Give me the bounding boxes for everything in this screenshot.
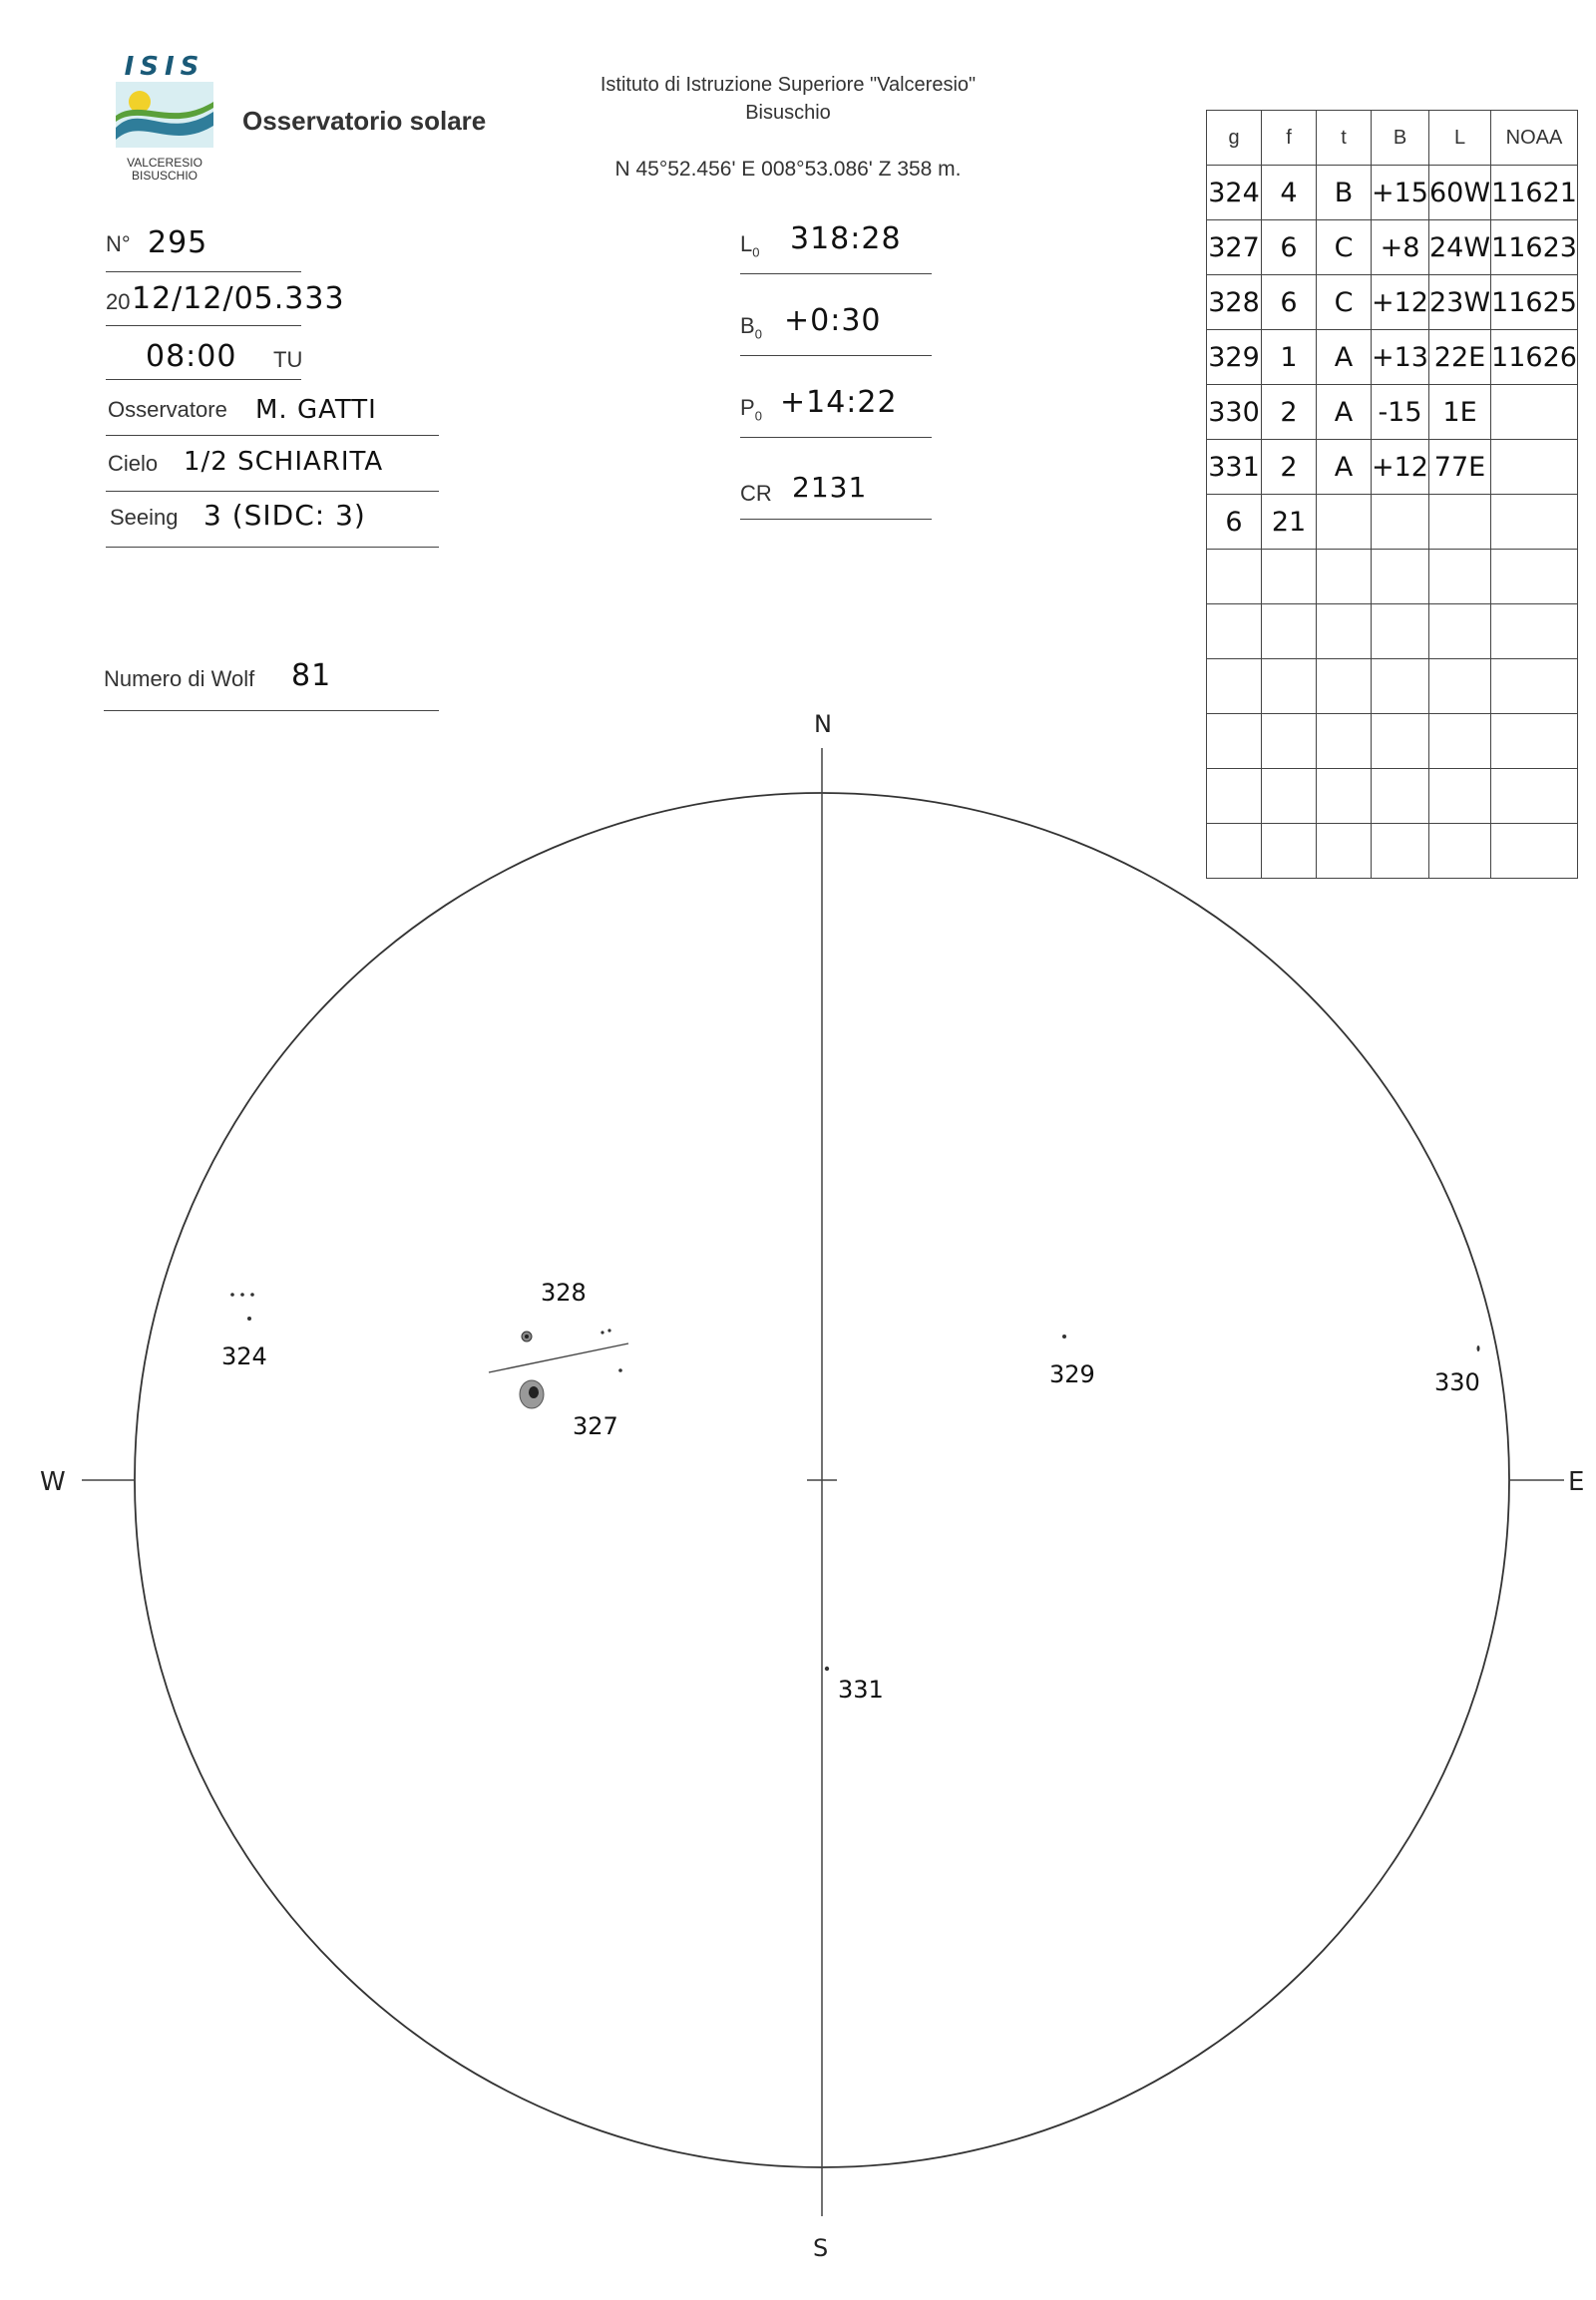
sunspot: [607, 1329, 610, 1332]
group-label-331: 331: [838, 1676, 884, 1704]
table-cell: 6: [1262, 275, 1317, 330]
p0-label: $P_0$: [740, 395, 762, 424]
l0-value: 318:28: [790, 221, 902, 256]
logo-text: ISIS: [124, 52, 205, 82]
table-cell: +8: [1372, 220, 1429, 275]
group-label-327: 327: [573, 1412, 618, 1440]
table-cell: 6: [1262, 220, 1317, 275]
table-cell: 327: [1207, 220, 1262, 275]
group-separator-line: [489, 1343, 628, 1372]
table-cell: A: [1317, 385, 1372, 440]
time-value: 08:00: [146, 339, 237, 374]
east-label: E: [1568, 1467, 1585, 1497]
sunspot: [230, 1293, 234, 1297]
table-cell: 330: [1207, 385, 1262, 440]
b0-label: $B_0$: [740, 313, 762, 342]
observatory-coordinates: N 45°52.456' E 008°53.086' Z 358 m.: [614, 158, 962, 181]
table-cell: +15: [1372, 166, 1429, 220]
sunspot: [250, 1293, 254, 1297]
table-cell: +13: [1372, 330, 1429, 385]
table-cell: 2: [1262, 385, 1317, 440]
south-label: S: [813, 2234, 829, 2262]
table-cell: +12: [1372, 440, 1429, 495]
north-label: N: [814, 710, 832, 738]
table-header-cell: L: [1428, 111, 1490, 166]
carrington-rotation-label: CR: [740, 481, 772, 506]
table-cell: C: [1317, 275, 1372, 330]
table-cell: 77E: [1428, 440, 1490, 495]
observatory-title: Osservatorio solare: [242, 106, 487, 136]
table-cell: -15: [1372, 385, 1429, 440]
table-cell: 21: [1262, 495, 1317, 550]
seeing-value: 3 (SIDC: 3): [203, 499, 366, 532]
sunspot: [600, 1331, 603, 1334]
wolf-number-label: Numero di Wolf: [104, 666, 255, 691]
table-cell: A: [1317, 440, 1372, 495]
p0-value: +14:22: [780, 385, 898, 420]
sky-label: Cielo: [108, 451, 159, 476]
table-cell: 331: [1207, 440, 1262, 495]
table-cell: 2: [1262, 440, 1317, 495]
table-cell: B: [1317, 166, 1372, 220]
table-cell: 22E: [1428, 330, 1490, 385]
table-header-cell: t: [1317, 111, 1372, 166]
group-label-329: 329: [1049, 1360, 1095, 1388]
west-label: W: [40, 1467, 66, 1497]
logo-caption-1: VALCERESIO: [127, 156, 202, 170]
observer-label: Osservatore: [108, 397, 227, 422]
table-cell: 1E: [1428, 385, 1490, 440]
school-town: Bisuschio: [745, 102, 831, 124]
table-cell: 11623: [1491, 220, 1578, 275]
table-cell: 4: [1262, 166, 1317, 220]
table-cell: 328: [1207, 275, 1262, 330]
time-unit: TU: [273, 347, 303, 372]
sunspot: [825, 1667, 829, 1671]
table-cell: 6: [1207, 495, 1262, 550]
date-prefix: 20: [106, 289, 131, 314]
table-cell: 24W: [1428, 220, 1490, 275]
table-cell: A: [1317, 330, 1372, 385]
table-header-cell: B: [1372, 111, 1429, 166]
school-name: Istituto di Istruzione Superiore "Valceresio": [599, 74, 977, 96]
table-cell: 11621: [1491, 166, 1578, 220]
observation-number-label: N°: [106, 231, 131, 256]
table-cell: 329: [1207, 330, 1262, 385]
l0-label: $L_0$: [740, 231, 760, 260]
carrington-rotation-value: 2131: [792, 471, 868, 504]
sunspot: [525, 1335, 529, 1339]
b0-value: +0:30: [784, 303, 882, 338]
table-header-cell: g: [1207, 111, 1262, 166]
table-cell: 1: [1262, 330, 1317, 385]
sky-value: 1/2 SCHIARITA: [184, 447, 384, 477]
table-cell: C: [1317, 220, 1372, 275]
observer-value: M. GATTI: [255, 395, 377, 425]
table-cell: 23W: [1428, 275, 1490, 330]
group-label-328: 328: [541, 1279, 587, 1307]
wolf-number-value: 81: [291, 658, 332, 693]
table-cell: +12: [1372, 275, 1429, 330]
group-label-330: 330: [1434, 1368, 1480, 1396]
logo-caption-2: BISUSCHIO: [131, 169, 198, 183]
date-value: 12/12/05.333: [132, 281, 345, 316]
sunspot: [1062, 1335, 1066, 1339]
table-header-cell: f: [1262, 111, 1317, 166]
observation-number-value: 295: [148, 225, 208, 260]
table-cell: 11626: [1491, 330, 1578, 385]
seeing-label: Seeing: [110, 505, 179, 530]
table-cell: 11625: [1491, 275, 1578, 330]
sunspot: [1477, 1345, 1480, 1351]
group-label-324: 324: [221, 1342, 267, 1370]
table-cell: 60W: [1428, 166, 1490, 220]
sunspot: [618, 1368, 622, 1372]
table-header-cell: NOAA: [1491, 111, 1578, 166]
sunspot: [529, 1386, 539, 1398]
sunspot: [247, 1317, 251, 1321]
sunspot: [240, 1293, 244, 1297]
table-cell: 324: [1207, 166, 1262, 220]
